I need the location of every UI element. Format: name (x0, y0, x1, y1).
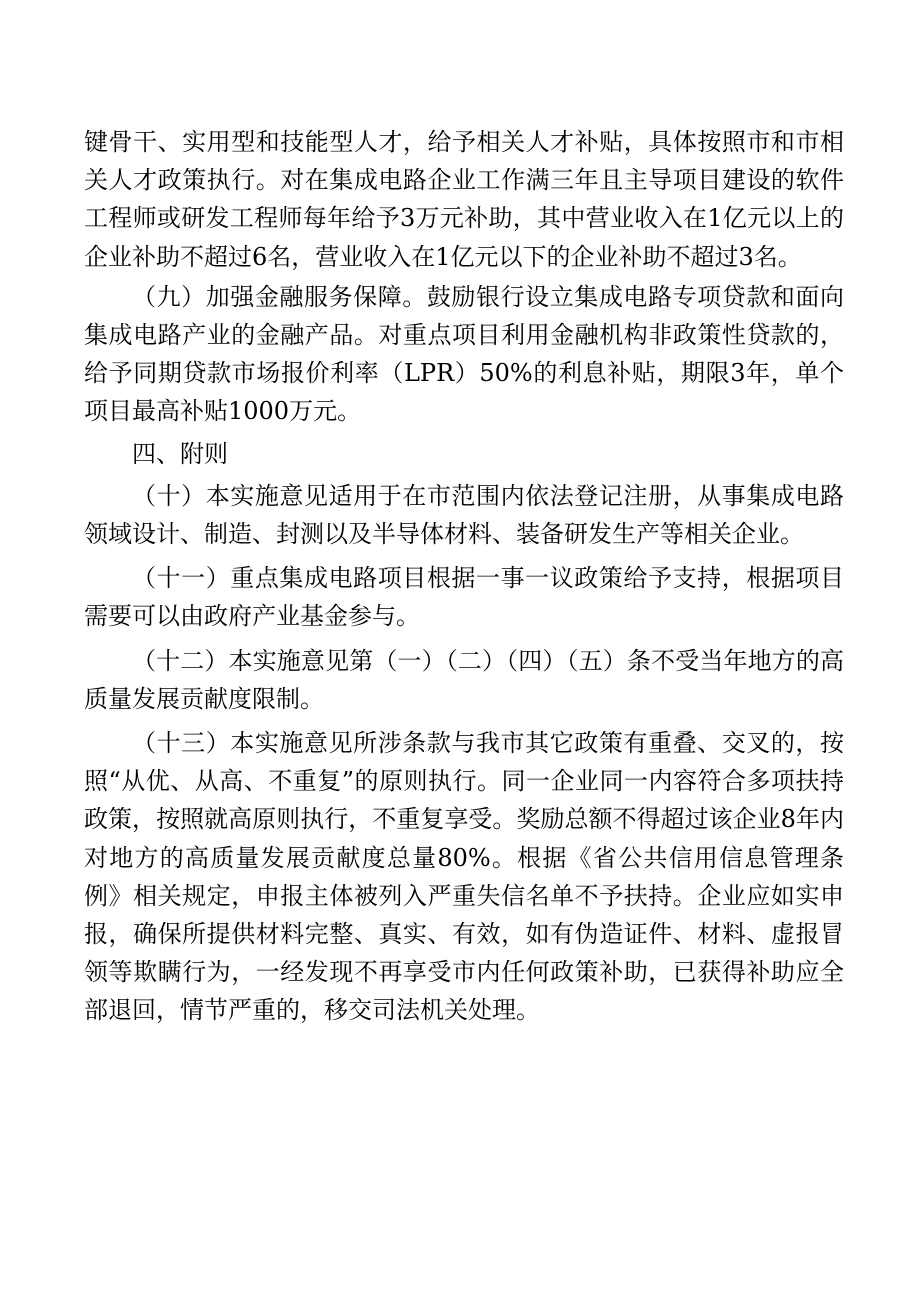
paragraph-talent-subsidy: 键骨干、实用型和技能型人才，给予相关人才补贴，具体按照市和市相关人才政策执行。对在集成电路企业工作满三年且主导项目建设的软件工程师或研发工程师每年给予3万元补助，其中营业收入在1亿元以上的企业补助不超过6名，营业收入在1亿元以下的企业补助不超过3名。 (84, 128, 844, 271)
paragraph-financial-services: （九）加强金融服务保障。鼓励银行设立集成电路专项贷款和面向集成电路产业的金融产品。对重点项目利用金融机构非政策性贷款的，给予同期贷款市场报价利率（LPR）50%的利息补贴，期限3年，单个项目最高补贴1000万元。 (84, 282, 844, 426)
document-body (84, 123, 844, 1030)
paragraph-contribution-limit: （十二）本实施意见第（一）（二）（四）（五）条不受当年地方的高质量发展贡献度限制。 (84, 646, 844, 713)
paragraph-overlap-rules: （十三）本实施意见所涉条款与我市其它政策有重叠、交叉的，按照“从优、从高、不重复”的原则执行。同一企业同一内容符合多项扶持政策，按照就高原则执行，不重复享受。奖励总额不得超过该企业8年内对地方的高质量发展贡献度总量80%。根据《省公共信用信息管理条例》相关规定，申报主体被列入严重失信名单不予扶持。企业应如实申报，确保所提供材料完整、真实、有效，如有伪造证件、材料、虚报冒领等欺瞒行为，一经发现不再享受市内任何政策补助，已获得补助应全部退回，情节严重的，移交司法机关处理。 (84, 729, 844, 1025)
section-heading-supplementary-provisions: 四、附则 (132, 439, 228, 468)
paragraph-key-projects: （十一）重点集成电路项目根据一事一议政策给予支持，根据项目需要可以由政府产业基金参与。 (84, 564, 844, 631)
paragraph-scope: （十）本实施意见适用于在市范围内依法登记注册，从事集成电路领域设计、制造、封测以及半导体材料、装备研发生产等相关企业。 (84, 481, 844, 549)
